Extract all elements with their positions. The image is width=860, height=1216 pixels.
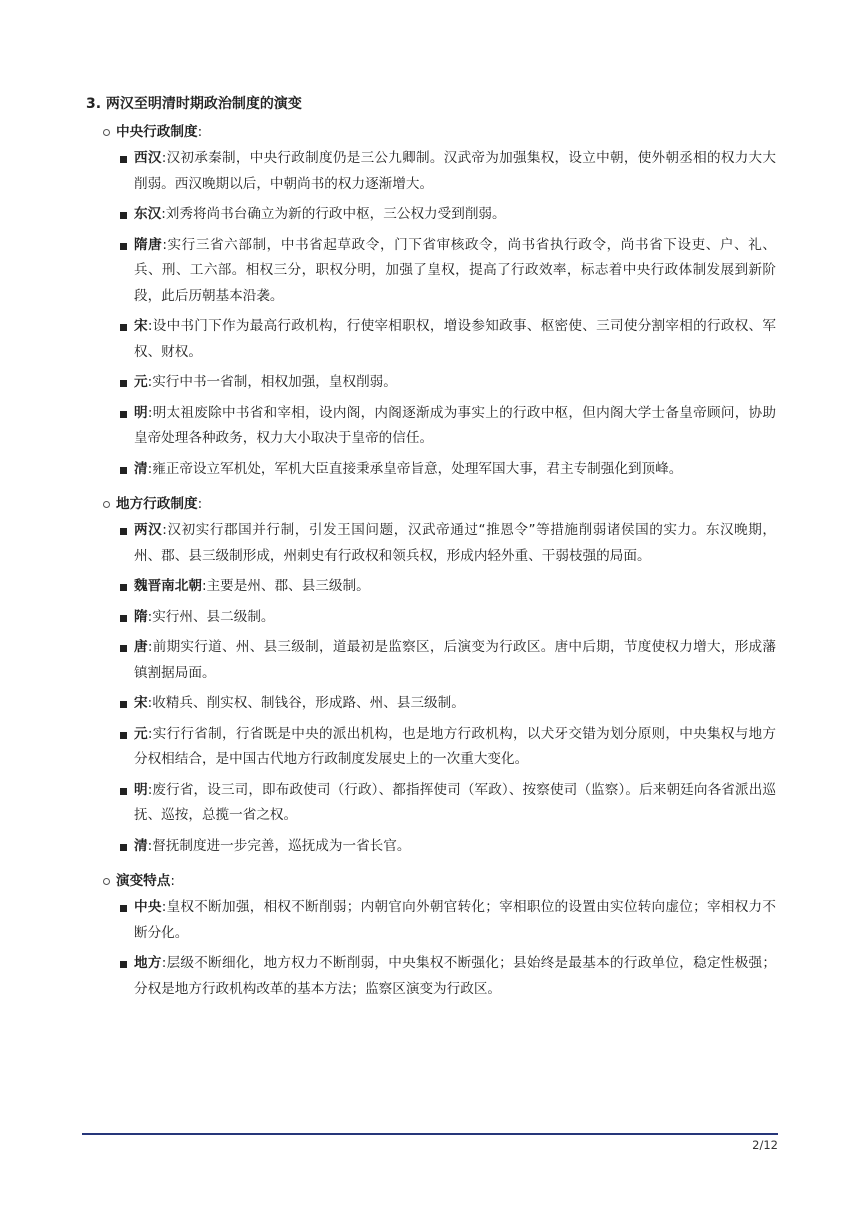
- item-separator: :: [161, 150, 167, 166]
- hollow-circle-bullet-icon: [103, 501, 110, 508]
- square-bullet-icon: [120, 380, 127, 387]
- list-item: [86, 202, 776, 228]
- square-bullet-icon: [120, 732, 127, 739]
- square-bullet-icon: [120, 467, 127, 474]
- item-label: 唐: [134, 639, 148, 655]
- list-item: [86, 314, 776, 365]
- square-bullet-icon: [120, 701, 127, 708]
- list-item: [86, 518, 776, 569]
- item-text: 明太祖废除中书省和宰相，设内阁，内阁逐渐成为事实上的行政中枢，但内阁大学士备皇帝顾问，协助皇帝处理各种政务，权力大小取决于皇帝的信任。: [134, 404, 776, 446]
- item-label: 中央: [134, 899, 162, 915]
- item-separator: :: [147, 725, 153, 742]
- list-item: [86, 233, 776, 310]
- subsection-heading-colon: :: [170, 873, 175, 889]
- item-separator: :: [161, 955, 167, 971]
- item-text: 汉初实行郡国并行制，引发王国问题，汉武帝通过“推恩令”等措施削弱诸侯国的实力。东汉晚期，州、郡、县三级制形成，州刺史有行政权和领兵权，形成内轻外重、干弱枝强的局面。: [134, 522, 777, 564]
- item-separator: :: [147, 781, 153, 798]
- list-item: [86, 457, 776, 483]
- subsection: [86, 493, 776, 859]
- item-text: 实行州、县二级制。: [152, 608, 275, 625]
- list-item: [86, 895, 776, 946]
- square-bullet-icon: [120, 645, 127, 652]
- item-label: 隋唐: [134, 236, 163, 253]
- item-text: 督抚制度进一步完善，巡抚成为一省长官。: [152, 837, 411, 854]
- list-item: [86, 635, 776, 686]
- item-label: 明: [134, 781, 148, 798]
- list-item: [86, 951, 776, 1002]
- item-text: 收精兵、削实权、制钱谷，形成路、州、县三级制。: [152, 695, 465, 711]
- item-separator: :: [161, 899, 167, 915]
- item-list: [86, 895, 776, 1002]
- item-label: 地方: [134, 955, 162, 971]
- footer-divider: [82, 1133, 778, 1135]
- item-separator: :: [147, 608, 153, 625]
- square-bullet-icon: [120, 243, 127, 250]
- item-text: 刘秀将尚书台确立为新的行政中枢，三公权力受到削弱。: [165, 206, 506, 222]
- item-text: 层级不断细化，地方权力不断削弱，中央集权不断强化；县始终是最基本的行政单位，稳定性极强；分权是地方行政机构改革的基本方法；监察区演变为行政区。: [134, 955, 777, 997]
- square-bullet-icon: [120, 615, 127, 622]
- item-text: 皇权不断加强，相权不断削弱；内朝官向外朝官转化；宰相职位的设置由实位转向虚位；宰相权力不断分化。: [134, 899, 777, 941]
- list-item: [86, 691, 776, 717]
- item-separator: :: [147, 374, 153, 390]
- item-text: 雍正帝设立军机处，军机大臣直接秉承皇帝旨意，处理军国大事，君主专制强化到顶峰。: [152, 460, 683, 477]
- item-label: 东汉: [134, 206, 162, 222]
- item-label: 元: [134, 374, 148, 390]
- list-item: [86, 370, 776, 396]
- item-separator: :: [162, 236, 167, 253]
- item-label: 隋: [134, 608, 148, 625]
- subsection-heading-colon: :: [197, 496, 203, 512]
- item-separator: :: [147, 695, 153, 711]
- item-text: 设中书门下作为最高行政机构，行使宰相职权，增设参知政事、枢密使、三司使分割宰相的行政权、军权、财权。: [134, 318, 776, 360]
- item-separator: :: [147, 318, 153, 334]
- item-label: 明: [134, 404, 148, 421]
- item-label: 清: [134, 460, 148, 477]
- square-bullet-icon: [120, 156, 127, 163]
- subsection: [86, 121, 776, 482]
- list-item: [86, 146, 776, 197]
- hollow-circle-bullet-icon: [103, 129, 110, 136]
- list-item: [86, 605, 776, 631]
- item-separator: :: [147, 639, 153, 655]
- item-separator: :: [147, 460, 153, 477]
- subsection-heading: [86, 493, 776, 515]
- item-list: [86, 146, 776, 482]
- square-bullet-icon: [120, 584, 127, 591]
- item-text: 实行中书一省制，相权加强，皇权削弱。: [152, 374, 397, 390]
- subsection-heading-text: 地方行政制度: [116, 496, 198, 512]
- list-item: [86, 722, 776, 773]
- item-label: 宋: [134, 695, 148, 711]
- item-list: [86, 518, 776, 859]
- item-text: 废行省，设三司，即布政使司（行政）、都指挥使司（军政）、按察使司（监察）。后来朝廷向各省派出巡抚、巡按，总揽一省之权。: [134, 781, 777, 823]
- item-separator: :: [201, 578, 207, 594]
- item-text: 汉初承秦制，中央行政制度仍是三公九卿制。汉武帝为加强集权，设立中朝，使外朝丞相的权力大大削弱。西汉晚期以后，中朝尚书的权力逐渐增大。: [134, 150, 777, 192]
- square-bullet-icon: [120, 961, 127, 968]
- item-separator: :: [147, 837, 153, 854]
- item-separator: :: [147, 404, 153, 421]
- subsection: [86, 870, 776, 1002]
- subsection-heading: [86, 870, 776, 892]
- subsection-heading-colon: :: [197, 124, 203, 140]
- square-bullet-icon: [120, 411, 127, 418]
- item-text: 实行三省六部制，中书省起草政令，门下省审核政令，尚书省执行政令，尚书省下设吏、户、礼、兵、刑、工六部。相权三分，职权分明，加强了皇权，提高了行政效率，标志着中央行政体制发展到新阶段，此后历朝基本沿袭。: [134, 236, 777, 304]
- item-label: 元: [134, 725, 148, 742]
- document-body: [86, 93, 776, 1013]
- item-text: 主要是州、郡、县三级制。: [206, 578, 370, 594]
- page-number: 2/12: [752, 1138, 778, 1152]
- list-item: [86, 834, 776, 860]
- item-label: 清: [134, 837, 148, 854]
- subsection-heading-text: 中央行政制度: [116, 124, 198, 140]
- item-label: 西汉: [134, 150, 162, 166]
- item-label: 两汉: [134, 522, 163, 538]
- square-bullet-icon: [120, 788, 127, 795]
- subsection-heading: [86, 121, 776, 143]
- square-bullet-icon: [120, 212, 127, 219]
- list-item: [86, 574, 776, 600]
- item-text: 实行行省制，行省既是中央的派出机构，也是地方行政机构，以犬牙交错为划分原则，中央集权与地方分权相结合，是中国古代地方行政制度发展史上的一次重大变化。: [134, 725, 776, 767]
- square-bullet-icon: [120, 905, 127, 912]
- square-bullet-icon: [120, 844, 127, 851]
- list-item: [86, 778, 776, 829]
- item-separator: :: [161, 206, 166, 222]
- subsection-list: [86, 121, 776, 1002]
- item-separator: :: [162, 522, 167, 538]
- hollow-circle-bullet-icon: [103, 878, 110, 885]
- square-bullet-icon: [120, 528, 127, 535]
- item-label: 宋: [134, 318, 148, 334]
- square-bullet-icon: [120, 324, 127, 331]
- item-text: 前期实行道、州、县三级制，道最初是监察区，后演变为行政区。唐中后期，节度使权力增大，形成藩镇割据局面。: [134, 639, 776, 681]
- list-item: [86, 401, 776, 452]
- subsection-heading-text: 演变特点: [116, 873, 171, 889]
- item-label: 魏晋南北朝: [134, 578, 202, 594]
- section-title: 3. 两汉至明清时期政治制度的演变: [86, 96, 302, 112]
